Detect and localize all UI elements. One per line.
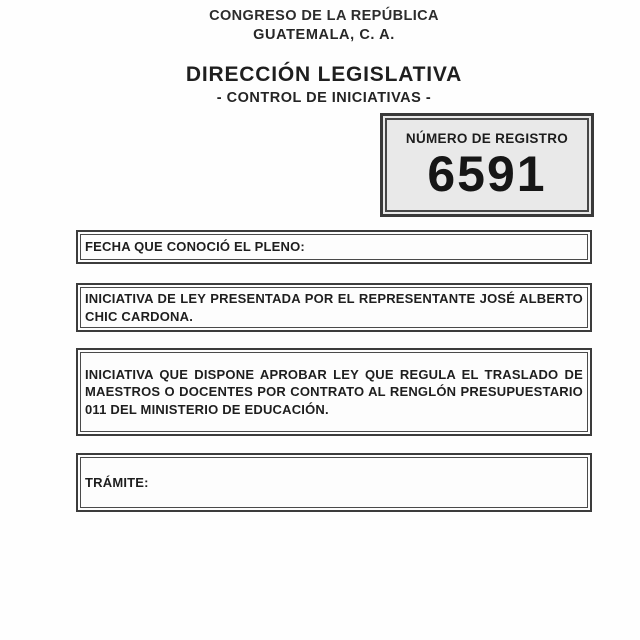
field-label-tramite: TRÁMITE: [85,474,149,490]
field-box-tramite [76,453,592,512]
field-box-fecha-pleno-inner [80,234,588,260]
registry-number-box [380,113,594,217]
field-text-presentada-por: INICIATIVA DE LEY PRESENTADA POR EL REPRESENTANTE JOSÉ ALBERTO CHIC CARDONA. [85,290,583,324]
field-text-descripcion-iniciativa: INICIATIVA QUE DISPONE APROBAR LEY QUE REGULA EL TRASLADO DE MAESTROS O DOCENTES POR CONTRATO AL RENGLÓN PRESUPUESTARIO 011 DEL MINISTERIO DE EDUCACIÓN. [85,366,583,417]
registry-number-label: NÚMERO DE REGISTRO [405,131,569,147]
document-header [0,8,640,106]
field-box-descripcion-iniciativa-inner [80,352,588,432]
field-box-fecha-pleno [76,230,592,264]
registry-number-value: 6591 [427,146,547,203]
field-box-presentada-por-inner [80,287,588,328]
institution-name: CONGRESO DE LA REPÚBLICA [209,8,439,24]
field-label-fecha-pleno: FECHA QUE CONOCIÓ EL PLENO: [85,239,305,255]
field-box-presentada-por [76,283,592,332]
document-subtitle: - CONTROL DE INICIATIVAS - [216,90,432,106]
field-box-tramite-inner [80,457,588,508]
registry-number-box-inner [385,118,589,212]
document-title: DIRECCIÓN LEGISLATIVA [185,63,463,86]
institution-location: GUATEMALA, C. A. [253,27,395,43]
field-box-descripcion-iniciativa [76,348,592,436]
